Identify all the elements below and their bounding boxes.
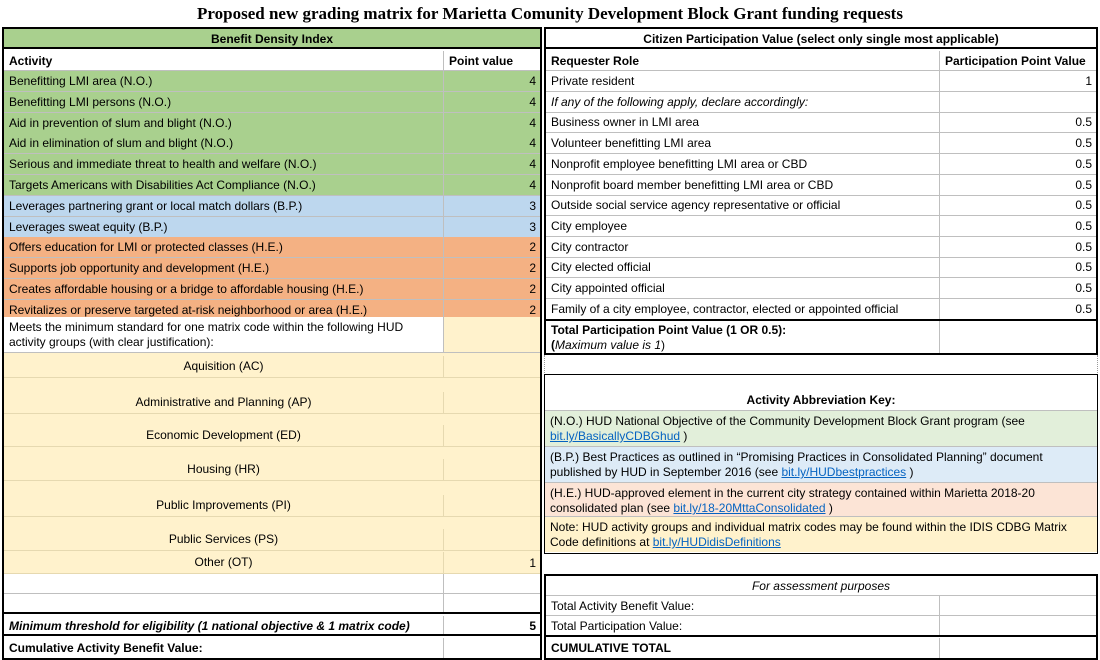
benefit-row [4, 258, 540, 279]
cumulative-total-value[interactable] [940, 638, 1096, 658]
spacer-row [4, 574, 540, 594]
benefit-point-value: 4 [529, 115, 536, 130]
benefit-point-value: 4 [529, 178, 536, 192]
participation-point-value: 1 [1085, 74, 1092, 88]
participation-point-column-header: Participation Point Value [945, 54, 1086, 68]
total-activity-label: Total Activity Benefit Value: [546, 596, 940, 615]
benefit-section-title: Benefit Density Index [210, 32, 334, 46]
hud-group-row [4, 414, 540, 447]
requester-role-label: If any of the following apply, declare accordingly: [546, 92, 940, 112]
requester-role-label: City elected official [546, 257, 940, 277]
requester-role-label: City appointed official [546, 278, 940, 298]
requester-role-label: Nonprofit employee benefitting LMI area or CBD [546, 154, 940, 174]
participation-point-value: 0.5 [1075, 239, 1092, 254]
activity-column-header: Activity [4, 51, 444, 70]
requester-role-label: City employee [546, 216, 940, 236]
key-item-text: (N.O.) HUD National Objective of the Community Development Block Grant program (see [550, 414, 1025, 428]
total-participation-assess-label: Total Participation Value: [546, 616, 940, 635]
hud-group-row [4, 378, 540, 414]
point-value-column-header: Point value [449, 54, 514, 68]
cumulative-benefit-label: Cumulative Activity Benefit Value: [4, 638, 444, 658]
benefit-activity-label: Leverages partnering grant or local match dollars (B.P.) [4, 196, 444, 216]
citizen-row [546, 175, 1096, 196]
citizen-row [546, 112, 1096, 133]
participation-point-value: 0.5 [1075, 177, 1092, 192]
benefit-row [4, 71, 540, 92]
benefit-point-value: 2 [529, 261, 536, 276]
benefit-point-value: 2 [529, 240, 536, 255]
participation-point-value: 0.5 [1075, 218, 1092, 233]
hud-groups-panel [2, 317, 542, 660]
benefit-activity-label: Supports job opportunity and development (H.E.) [4, 258, 444, 278]
benefit-activity-label: Benefitting LMI area (N.O.) [4, 71, 444, 91]
benefit-point-value: 3 [529, 198, 536, 213]
benefit-activity-label: Serious and immediate threat to health and welfare (N.O.) [4, 154, 444, 174]
key-item-tail: ) [906, 465, 914, 479]
citizen-row [546, 92, 1096, 113]
key-item-link[interactable]: bit.ly/HUDbestpractices [781, 465, 907, 479]
hud-group-label: Public Services (PS) [4, 529, 444, 550]
requester-role-label: Family of a city employee, contractor, elected or appointed official [546, 299, 940, 319]
total-participation-note: Maximum value is 1 [555, 338, 662, 352]
benefit-point-value: 4 [529, 94, 536, 109]
hud-group-row [4, 481, 540, 517]
participation-point-value: 0.5 [1075, 136, 1092, 151]
assessment-panel [544, 574, 1098, 660]
abbreviation-key-panel [544, 374, 1098, 554]
blank-gap [544, 355, 1098, 373]
citizen-row [546, 278, 1096, 299]
requester-role-column-header: Requester Role [546, 51, 940, 70]
participation-point-value: 0.5 [1075, 156, 1092, 171]
benefit-row [4, 279, 540, 300]
requester-role-label: Private resident [546, 71, 940, 91]
participation-point-value: 0.5 [1075, 198, 1092, 213]
threshold-row [4, 616, 540, 636]
benefit-row [4, 92, 540, 113]
assessment-title-row [546, 576, 1096, 596]
cumulative-benefit-value[interactable] [444, 638, 540, 658]
benefit-row [4, 217, 540, 238]
citizen-row [546, 216, 1096, 237]
hud-intro-text: Meets the minimum standard for one matrix code within the following HUD activity groups (with clear justification): [4, 317, 444, 352]
benefit-row [4, 133, 540, 154]
total-participation-label: Total Participation Point Value (1 OR 0.5): [551, 323, 787, 337]
participation-point-value [940, 92, 1096, 112]
benefit-point-value: 2 [529, 302, 536, 317]
benefit-activity-label: Targets Americans with Disabilities Act Compliance (N.O.) [4, 175, 444, 195]
total-participation-assess-value[interactable] [940, 616, 1096, 635]
cumulative-total-label: CUMULATIVE TOTAL [546, 638, 940, 658]
assessment-participation-row [546, 616, 1096, 637]
benefit-activity-label: Creates affordable housing or a bridge to affordable housing (H.E.) [4, 279, 444, 299]
benefit-point-value: 4 [529, 136, 536, 151]
citizen-column-headers [546, 51, 1096, 71]
participation-point-value: 0.5 [1075, 301, 1092, 316]
citizen-section-header [546, 29, 1096, 49]
key-item-link[interactable]: bit.ly/18-20MttaConsolidated [673, 501, 826, 515]
key-item-text: Note: HUD activity groups and individual matrix codes may be found within the IDIS CDBG Matrix Code definitions at [550, 520, 1067, 549]
hud-group-label: Aquisition (AC) [4, 356, 444, 377]
abbreviation-key-item [545, 482, 1097, 516]
abbreviation-key-item [545, 446, 1097, 482]
benefit-activity-label: Leverages sweat equity (B.P.) [4, 217, 444, 237]
benefit-row [4, 237, 540, 258]
hud-group-row [4, 551, 540, 574]
benefit-density-panel [2, 27, 542, 319]
citizen-row [546, 257, 1096, 278]
participation-point-value: 0.5 [1075, 115, 1092, 130]
requester-role-label: Business owner in LMI area [546, 112, 940, 132]
benefit-point-value: 4 [529, 157, 536, 172]
hud-group-label: Administrative and Planning (AP) [4, 392, 444, 413]
benefit-point-value: 4 [529, 74, 536, 88]
benefit-point-value: 2 [529, 282, 536, 296]
total-activity-value[interactable] [940, 596, 1096, 615]
benefit-row [4, 154, 540, 175]
key-item-tail: ) [825, 501, 833, 515]
key-item-link[interactable]: bit.ly/HUDidisDefinitions [652, 535, 781, 549]
page-title: Proposed new grading matrix for Marietta Comunity Development Block Grant funding requests [197, 4, 903, 23]
abbreviation-key-item [545, 516, 1097, 552]
benefit-row [4, 196, 540, 217]
citizen-row [546, 71, 1096, 92]
key-item-text: (B.P.) Best Practices as outlined in “Promising Practices in Consolidated Planning” document published by HUD in September 2016 (see [550, 450, 1043, 479]
benefit-point-value: 3 [529, 219, 536, 234]
citizen-row [546, 237, 1096, 258]
citizen-participation-panel [544, 27, 1098, 355]
hud-group-label: Public Improvements (PI) [4, 495, 444, 516]
abbreviation-key-title: Activity Abbreviation Key: [746, 393, 896, 407]
hud-group-row [4, 353, 540, 378]
citizen-section-title: Citizen Participation Value (select only single most applicable) [643, 32, 999, 46]
citizen-row [546, 299, 1096, 320]
participation-point-value: 0.5 [1075, 281, 1092, 295]
key-item-link[interactable]: bit.ly/BasicallyCDBGhud [550, 429, 681, 443]
hud-group-label: Economic Development (ED) [4, 425, 444, 446]
key-item-text: (H.E.) HUD-approved element in the current city strategy contained within Marietta 2018-20 consolidated plan (see [550, 486, 1035, 515]
hud-intro-row [4, 317, 540, 353]
benefit-activity-label: Aid in prevention of slum and blight (N.O.) [4, 113, 444, 133]
citizen-row [546, 154, 1096, 175]
benefit-row [4, 175, 540, 196]
benefit-row [4, 113, 540, 134]
assessment-activity-row [546, 596, 1096, 616]
hud-group-row [4, 447, 540, 481]
cumulative-benefit-row [4, 638, 540, 658]
hud-group-label: Other (OT) [4, 552, 444, 573]
spacer-row-2 [4, 594, 540, 614]
requester-role-label: Outside social service agency representative or official [546, 195, 940, 215]
hud-group-row [4, 517, 540, 551]
benefit-activity-label: Offers education for LMI or protected classes (H.E.) [4, 237, 444, 257]
cumulative-total-row [546, 638, 1096, 658]
citizen-row [546, 133, 1096, 154]
benefit-column-headers [4, 51, 540, 71]
benefit-activity-label: Revitalizes or preserve targeted at-risk neighborhood or area (H.E.) [4, 300, 444, 320]
key-item-tail: ) [680, 429, 688, 443]
assessment-title: For assessment purposes [751, 579, 891, 593]
participation-point-value: 0.5 [1075, 260, 1092, 275]
citizen-row [546, 195, 1096, 216]
requester-role-label: City contractor [546, 237, 940, 257]
hud-group-points: 1 [529, 556, 536, 570]
benefit-section-header [4, 29, 540, 49]
total-participation-value[interactable] [940, 321, 1096, 353]
benefit-activity-label: Benefitting LMI persons (N.O.) [4, 92, 444, 112]
requester-role-label: Nonprofit board member benefitting LMI area or CBD [546, 175, 940, 195]
requester-role-label: Volunteer benefitting LMI area [546, 133, 940, 153]
threshold-label: Minimum threshold for eligibility (1 national objective & 1 matrix code) [4, 616, 444, 634]
hud-group-label: Housing (HR) [4, 459, 444, 480]
benefit-activity-label: Aid in elimination of slum and blight (N.O.) [4, 133, 444, 153]
threshold-value: 5 [529, 619, 536, 633]
abbreviation-key-item [545, 410, 1097, 446]
total-participation-row: Total Participation Point Value (1 OR 0.5): (Maximum value is 1) [546, 319, 1096, 353]
